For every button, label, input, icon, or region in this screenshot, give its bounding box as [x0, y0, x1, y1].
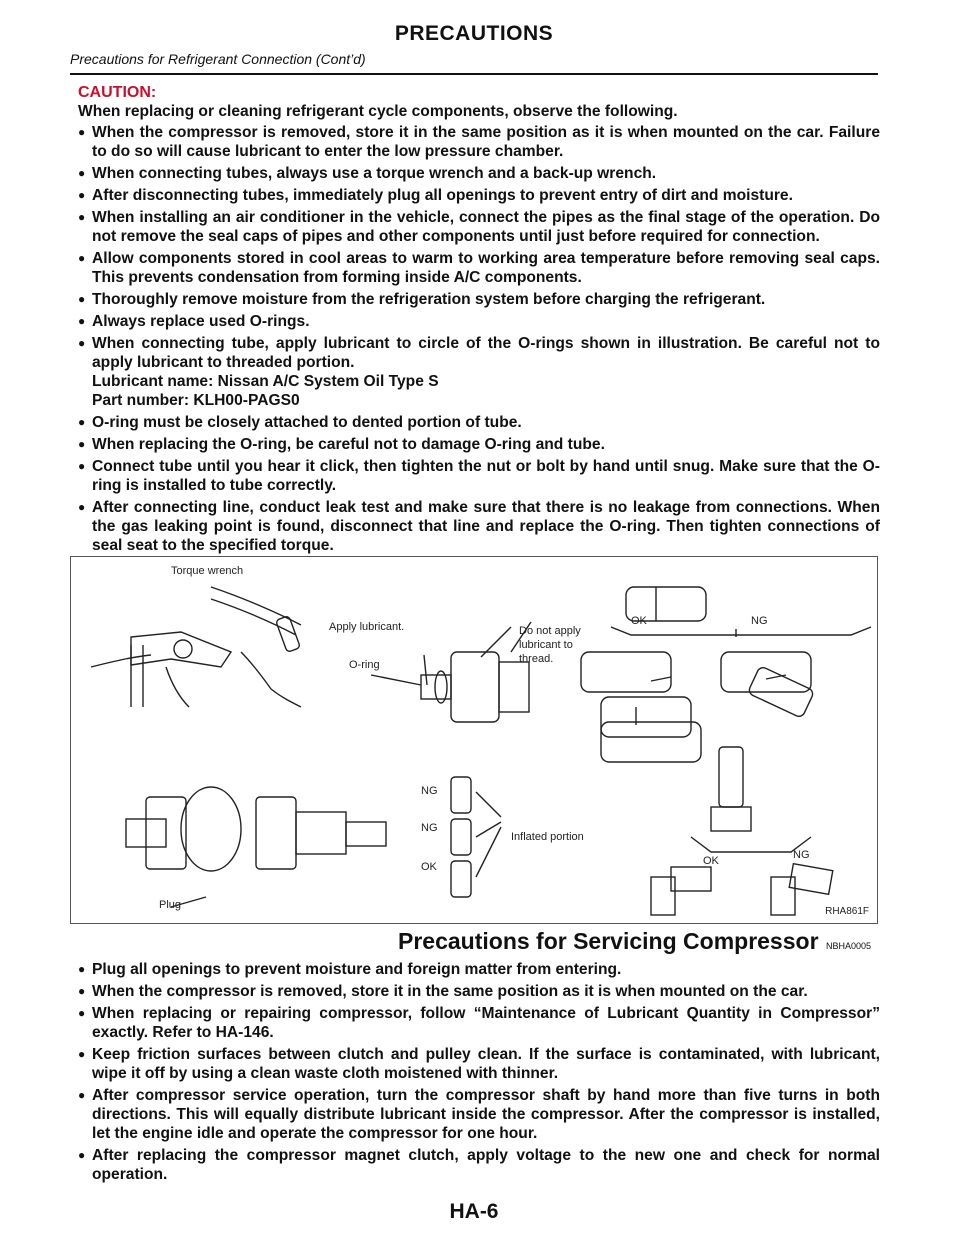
bullet-icon: ●: [78, 251, 86, 265]
list-item: ● Connect tube until you hear it click, then tighten the nut or bolt by hand until snug. Make sure that the O-ring is installed to tube correctly.: [78, 458, 880, 494]
bullet-icon: ●: [78, 292, 86, 306]
list-item: ● Keep friction surfaces between clutch and pulley clean. If the surface is contaminated, with lubricant, wipe it off by using a clean waste cloth moistened with thinner.: [78, 1046, 880, 1082]
list-item: ● When installing an air conditioner in the vehicle, connect the pipes as the final stage of the operation. Do not remove the seal caps of pipes and other components until just before required for connection.: [78, 209, 880, 245]
list-item: ● Always replace used O-rings.: [78, 313, 310, 330]
list-item: ● When connecting tubes, always use a torque wrench and a back-up wrench.: [78, 165, 657, 182]
bullet-icon: ●: [78, 500, 86, 514]
list-item: ● After disconnecting tubes, immediately plug all openings to prevent entry of dirt and moisture.: [78, 187, 793, 204]
page-number: HA-6: [449, 1200, 499, 1223]
list-item: ● When the compressor is removed, store it in the same position as it is when mounted on the car.: [78, 983, 808, 1000]
bullet-icon: ●: [78, 166, 86, 180]
bullet-icon: ●: [78, 210, 86, 224]
bullet-icon: ●: [78, 415, 86, 429]
ng-label-2: NG: [421, 822, 438, 834]
plug-drawing: [126, 787, 386, 907]
inflated-portion-label: Inflated portion: [511, 831, 584, 843]
list-item: ● After connecting line, conduct leak test and make sure that there is no leakage from connections. When the gas leaking point is found, disconnect that line and replace the O-ring. Then tighten connections of seal seat to the specified torque.: [78, 499, 880, 554]
bullet-icon: ●: [78, 125, 86, 139]
page-subtitle: Precautions for Refrigerant Connection (Cont’d): [70, 51, 366, 67]
bullet-icon: ●: [78, 437, 86, 451]
do-not-apply-label-3: thread.: [519, 653, 554, 665]
bottom-fitting-drawing: [651, 747, 833, 915]
ng-top-label: NG: [751, 615, 768, 627]
plug-label: Plug: [159, 899, 182, 911]
list-item: ● When replacing or repairing compressor, follow “Maintenance of Lubricant Quantity in Compressor” exactly. Refer to HA-146.: [78, 1005, 880, 1041]
caution-section: [78, 83, 880, 558]
illustration: [71, 557, 877, 923]
ok-ng-tube-drawing: [581, 587, 871, 762]
lubricant-name: Lubricant name: Nissan A/C System Oil Type S: [92, 373, 439, 390]
figure-code: RHA861F: [825, 906, 869, 917]
o-ring-label: O-ring: [349, 659, 380, 671]
bullet-icon: ●: [78, 1006, 86, 1020]
compressor-section: [78, 960, 880, 1187]
bullet-icon: ●: [78, 188, 86, 202]
caution-label: CAUTION:: [78, 84, 157, 101]
list-item: ● Plug all openings to prevent moisture and foreign matter from entering.: [78, 961, 622, 978]
list-item: ● After replacing the compressor magnet clutch, apply voltage to the new one and check for normal operation.: [78, 1147, 880, 1183]
o-ring-comparison-drawing: [451, 777, 501, 897]
part-number: Part number: KLH00-PAGS0: [92, 392, 300, 409]
header-rule: [70, 73, 878, 75]
ok-top-label: OK: [631, 615, 647, 627]
bullet-icon: ●: [78, 336, 86, 350]
torque-wrench-label: Torque wrench: [171, 565, 244, 577]
do-not-apply-label-1: Do not apply: [519, 625, 581, 637]
list-item: ● When the compressor is removed, store it in the same position as it is when mounted on the car. Failure to do so will cause lubricant to enter the low pressure chamber.: [78, 124, 880, 160]
bullet-icon: ●: [78, 1148, 86, 1162]
ok-mid-label: OK: [421, 861, 437, 873]
ok-bottom-label: OK: [703, 855, 719, 867]
bullet-icon: ●: [78, 1088, 86, 1102]
bullet-icon: ●: [78, 1047, 86, 1061]
list-item: ● After compressor service operation, turn the compressor shaft by hand more than five turns in both directions. This will equally distribute lubricant inside the compressor. After the compressor is installed, let the engine idle and operate the compressor for one hour.: [78, 1087, 880, 1142]
apply-lubricant-label: Apply lubricant.: [329, 621, 405, 633]
refrigerant-connection-figure: [70, 556, 878, 924]
bullet-icon: ●: [78, 984, 86, 998]
section-code: NBHA0005: [826, 941, 872, 951]
list-item: ● Thoroughly remove moisture from the refrigeration system before charging the refrigerant.: [78, 291, 766, 308]
bullet-icon: ●: [78, 314, 86, 328]
page-title: PRECAUTIONS: [394, 22, 554, 45]
ng-bottom-label: NG: [793, 849, 810, 861]
torque-wrench-drawing: [91, 587, 301, 707]
bullet-icon: ●: [78, 962, 86, 976]
do-not-apply-label-2: lubricant to: [519, 639, 573, 651]
list-item-lubricant: ● When connecting tube, apply lubricant to circle of the O-rings shown in illustration. Be careful not to apply lubricant to threaded portion. Lubricant name: Nissan A/C System Oil Type S Part number: KLH00-PAGS0: [78, 335, 880, 409]
page-header: [70, 22, 878, 46]
o-ring-fitting-drawing: [371, 622, 531, 722]
section-title: Precautions for Servicing Compressor: [398, 928, 819, 954]
ng-label-1: NG: [421, 785, 438, 797]
list-item: ● Allow components stored in cool areas to warm to working area temperature before removing seal caps. This prevents condensation from forming inside A/C components.: [78, 250, 880, 286]
bullet-icon: ●: [78, 459, 86, 473]
list-item: ● O-ring must be closely attached to dented portion of tube.: [78, 414, 522, 431]
caution-intro: When replacing or cleaning refrigerant cycle components, observe the following.: [78, 103, 678, 120]
list-item: ● When replacing the O-ring, be careful not to damage O-ring and tube.: [78, 436, 605, 453]
